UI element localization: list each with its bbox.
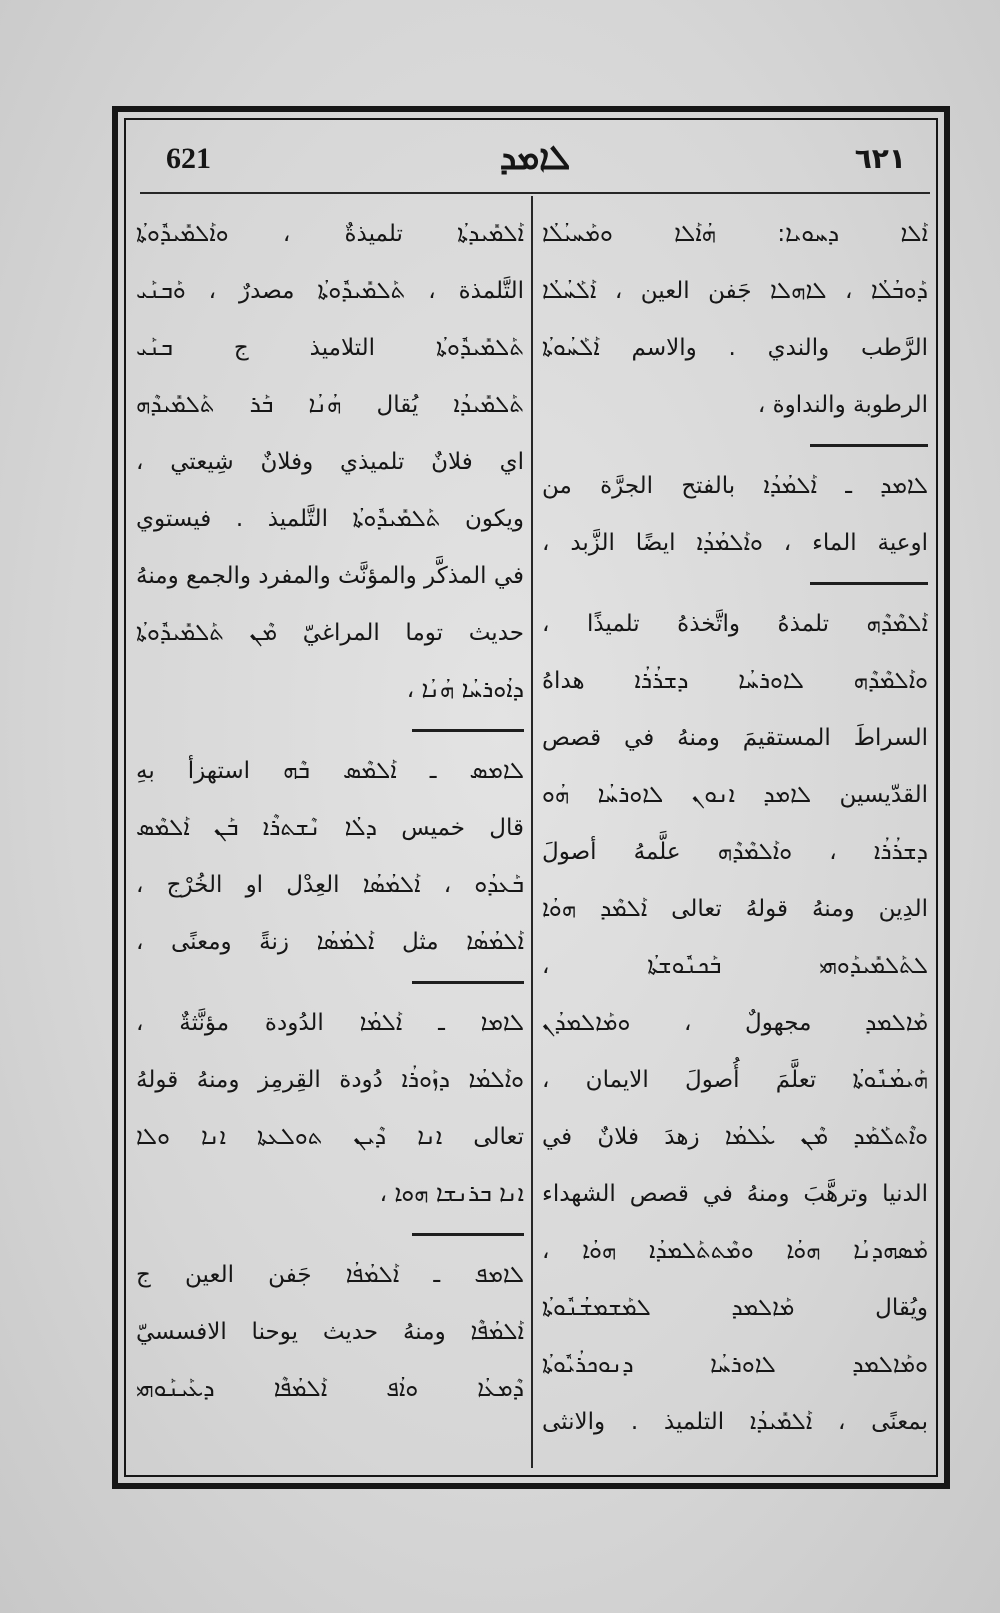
text-line: ܡܰܐܠܡܕ مجهولٌ ، ܘܡܰܐܠܡܕܳܢ: [542, 1010, 928, 1036]
text-line: ܬܰܠܡܺܝܕܳܐ يُقال ܗܳܢܳܐ ܒܰܪ ܬܰܠܡܺܝܕܶܗ: [136, 392, 524, 418]
header-rule: [140, 192, 930, 194]
text-line: تعالى ܐܢܐ ܕܶܝܢ ܬܘܠܥܬܐ ܐܢܐ ܘܠܐ: [136, 1124, 524, 1150]
page-header: [150, 138, 920, 192]
text-line: ܐܰܠܡܳܦܶܐ ومنهُ حديث يوحنا الافسسيّ: [136, 1319, 524, 1345]
text-line: حديث توما المراغيّ ܡܶܢ ܬܰܠܡܺܝܕܽܘܬܳܐ: [136, 620, 524, 646]
text-line: ܠܐܡܕ ـ ܐܰܠܡܳܕܳܐ بالفتح الجرَّة من: [542, 473, 928, 499]
text-line: اوعية الماء ، ܘܐܰܠܡܳܕܳܐ ايضًا الزَّبد ،: [542, 530, 928, 556]
text-line: في المذكَّر والمؤنَّث والمفرد والجمع ومنهُ: [136, 563, 524, 589]
entry-separator-rule: [136, 971, 524, 995]
text-line: اي فلانٌ تلميذي وفلانٌ شِيعتي ،: [136, 449, 524, 475]
entry-separator-rule: [136, 719, 524, 743]
page-number-arabic: ٦٢١: [854, 142, 906, 175]
text-line: ويُقال ܡܰܐܠܡܕ ܠܡܰܫܡܫܳܢܽܘܬܳܐ: [542, 1295, 928, 1321]
text-line: ܠܐܡܣ ـ ܐܰܠܡܶܣ ܒܶܗ استهزأ بهِ: [136, 758, 524, 784]
text-line: الدنيا وترهَّبَ ومنهُ في قصص الشهداء: [542, 1181, 928, 1207]
text-line: التَّلمذة ، ܬܰܠܡܺܝܕܽܘܬܳܐ مصدرٌ ، ܘܰܒܢܰܝ: [136, 278, 524, 304]
column-divider: [531, 196, 533, 1468]
text-line: ܘܐܰܠܡܶܕܶܗ ܠܐܘܪܚܳܐ ܕܫܪܳܪܳܐ هداهُ: [542, 668, 928, 694]
text-line: بمعنًى ، ܐܰܠܡܺܝܕܳܐ التلميذ . والانثى: [542, 1409, 928, 1435]
text-line: ܬܰܠܡܺܝܕܽܘܬܳܐ التلاميذ ج ܒܢܰܝ: [136, 335, 524, 361]
text-line: ܠܐܡܦ ـ ܐܰܠܡܳܦܳܐ جَفن العين ج: [136, 1262, 524, 1288]
text-line: ܡܰܣܗܕܢܳܐ ܗܘܳܐ ܘܡܶܬܬܰܠܡܕܳܐ ܗܘܳܐ ،: [542, 1238, 928, 1264]
entry-separator-rule: [542, 434, 928, 458]
text-line: الرطوبة والنداوة ،: [757, 392, 928, 418]
text-line: ܠܐܡܐ ـ ܐܰܠܡܳܐ الدُودة مؤنَّثةٌ ،: [136, 1010, 524, 1036]
text-line: الرَّطب والندي . والاسم ܐܰܠܰܚܳܘܬܳܐ: [542, 335, 928, 361]
text-line: ܐܰܠܡܶܕܶܗ تلمذهُ واتَّخذهُ تلميذًا ،: [542, 611, 928, 637]
text-line: ܐܰܠܐ ܕܚܘܝܐ: ܗܳܐܰܠܐ ܘܡܰܚܝܳܠܳܐ: [542, 221, 928, 247]
text-line: قال خميس ܕܠܳܐ ܢܶܫܬܪܶܐ ܒܰܢ ܐܰܠܡܶܣ: [136, 815, 524, 841]
text-line: ܐܰܠܡܺܝܕܬܳܐ تلميذةٌ ، ܘܐܰܠܡܺܝܕܽܘܬܳܐ: [136, 221, 524, 247]
text-line: ܒܰܥܕܳܘ ، ܐܰܠܡܳܣܳܐ العِدْل او الخُرْج ،: [136, 872, 524, 898]
text-line: السراطَ المستقيمَ ومنهُ في قصص: [542, 725, 928, 751]
text-line: ܘܡܰܐܠܡܕ ܠܐܘܪܚܳܐ ܕܢܘܟܪܳܝܽܘܬܳܐ: [542, 1352, 928, 1378]
text-line: ܕܫܪܳܪܳܐ ، ܘܐܰܠܡܶܕܶܗ علَّمهُ أصولَ: [542, 839, 928, 865]
entry-separator-rule: [136, 1223, 524, 1247]
text-line: ܕܶܡܥܳܐ ܘܐܳܦ ܐܰܠܡܳܦܶܐ ܕܥܰܝܢܰܘܗܝ: [136, 1376, 524, 1402]
text-line: القدّيسين ܠܐܡܕ ܐܢܘܢ ܠܐܘܪܚܳܐ ܗܳܘ: [542, 782, 928, 808]
text-line: ܐܢܐ ܒܪܢܫܐ ܗܘܐ ،: [379, 1181, 524, 1207]
text-line: ܐܰܠܡܳܣܳܐ مثل ܐܰܠܡܳܣܳܐ زنةً ومعنًى ،: [136, 929, 524, 955]
text-line: ܕܐܳܘܪܚܳܐ ܗܳܢܳܐ ،: [406, 677, 524, 703]
left-column: [136, 206, 524, 1468]
running-headword: ܠܐܡܕ: [499, 138, 571, 178]
text-line: ܠܬܰܠܡܺܝܕܰܘܗܝ ܒܰܟܢܽܘܫܬܳܐ ،: [542, 953, 928, 979]
text-line: ܕܰܘܒܳܠܳܐ ، ܠܐܗܠܐ جَفن العين ، ܐܰܠܰܚܳܠܳܐ: [542, 278, 928, 304]
text-line: ويكون ܬܰܠܡܺܝܕܽܘܬܳܐ التَّلميذ . فيستوي: [136, 506, 524, 532]
text-line: ܘܐܶܬܠܰܡܰܕ ܡܶܢ ܥܳܠܡܳܐ زهدَ فلانٌ في: [542, 1124, 928, 1150]
page-number-latin: 621: [166, 142, 211, 175]
text-line: الدِين ومنهُ قولهُ تعالى ܐܰܠܡܶܕ ܗܘܳܐ: [542, 896, 928, 922]
text-line: ܘܐܰܠܡܳܐ ܕܙܰܘܪܳܐ دُودة القِرمِز ومنهُ قولهُ: [136, 1067, 524, 1093]
text-line: ܗܰܝܡܳܢܽܘܬܳܐ تعلَّمَ أُصولَ الايمان ،: [542, 1067, 928, 1093]
right-column: [542, 206, 928, 1468]
entry-separator-rule: [542, 572, 928, 596]
